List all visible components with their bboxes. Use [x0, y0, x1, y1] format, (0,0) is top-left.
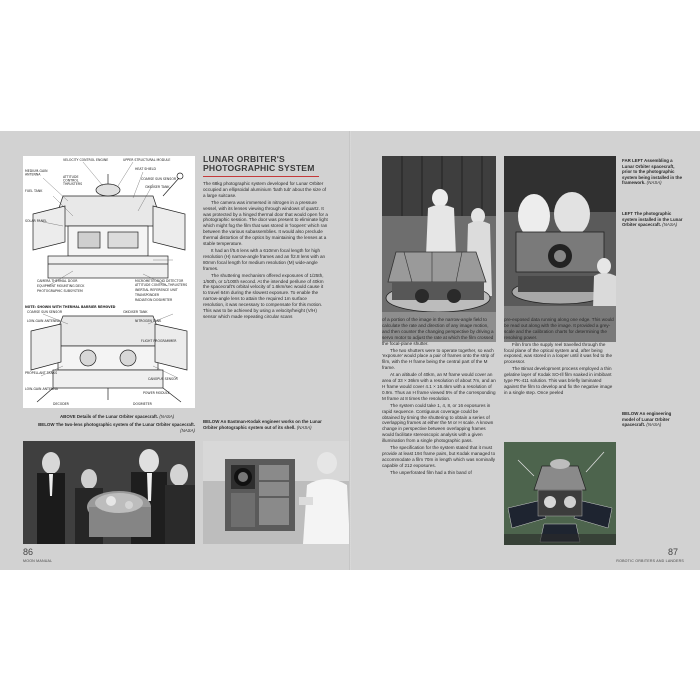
svg-text:NITROGEN TANK: NITROGEN TANK — [135, 319, 162, 323]
svg-text:CONTROL: CONTROL — [63, 178, 79, 183]
caption-label: BELOW — [203, 419, 220, 424]
caption-credit: (NASA) — [158, 414, 175, 419]
kodak-engineer-photo — [203, 441, 350, 544]
svg-text:ANTENNA: ANTENNA — [25, 172, 41, 177]
svg-text:POWER MODULE: POWER MODULE — [143, 391, 170, 395]
caption-text: An Eastman-Kodak engineer works on the Lunar Orbiter photographic system out of its shell. — [203, 419, 322, 430]
svg-text:ATTITUDE: ATTITUDE — [63, 175, 79, 179]
engineers-photo — [23, 441, 195, 544]
svg-text:COARSE SUN SENSOR: COARSE SUN SENSOR — [141, 177, 177, 181]
svg-text:OXIDISER TANK: OXIDISER TANK — [123, 310, 148, 314]
svg-text:RADIATION DOSIMETER: RADIATION DOSIMETER — [135, 298, 173, 302]
article-body-left — [203, 181, 328, 321]
body-paragraph: Film from the supply reel travelled through the focal plane of the optical system and, after being exposed, was stored in a looper until it was fed to the processor. — [504, 341, 613, 365]
body-paragraph: At an altitude of 40km, an M frame would cover an area of 33 × 36km with a resolution of about 7m, and an H frame would cover 4.1 × 16.4km with a resolution of 0.9m. Thus an H frame viewed 5% of the corresponding M frame at 8 times the resolution. — [382, 372, 496, 401]
svg-text:EQUIPMENT MOUNTING DECK: EQUIPMENT MOUNTING DECK — [37, 284, 85, 288]
section-heading-line1: LUNAR ORBITER'S — [203, 154, 285, 164]
caption-left — [622, 211, 684, 228]
caption-credit: (NASA) — [645, 422, 662, 428]
installed-system-photo-image — [504, 156, 616, 342]
caption-credit: (NASA) — [645, 180, 662, 186]
left-page — [0, 131, 350, 570]
body-paragraph: pre-exposed data running along one edge. This would be read out along with the image. It provided a grey-scale and the calibration charts for determining the resolving power. — [504, 317, 614, 340]
svg-text:PROPELLANT TANKS: PROPELLANT TANKS — [25, 371, 58, 375]
caption-credit: (NASA) — [295, 424, 312, 430]
svg-text:ATTITUDE CONTROL THRUSTERS: ATTITUDE CONTROL THRUSTERS — [135, 283, 188, 287]
svg-text:COARSE SUN SENSOR: COARSE SUN SENSOR — [27, 310, 63, 314]
page-number-right: 87 — [668, 547, 679, 557]
body-paragraph: of a portion of the image in the narrow-angle field to calculate the rate and direction of any image motion, and then counter the changing perspective by driving a servo motor to adjust the rate at which the film crossed the focal-plane shutter. — [382, 317, 494, 346]
caption-credit: (NASA) — [661, 222, 678, 228]
svg-text:PHOTOGRAPHIC SUBSYSTEM: PHOTOGRAPHIC SUBSYSTEM — [37, 289, 83, 293]
assembling-photo-image — [382, 156, 496, 342]
caption-text: Assembling a Lunar Orbiter spacecraft, prior to the photographic system being installed in the framework. — [622, 158, 683, 186]
caption-label: FAR LEFT — [622, 158, 643, 163]
svg-text:FLIGHT PROGRAMMER: FLIGHT PROGRAMMER — [141, 339, 177, 343]
body-paragraph: The 68kg photographic system developed for Lunar Orbiter occupied an ellipsoidal aluminium 'bath tub' about the size of a large suitcase. — [203, 181, 327, 198]
svg-text:MICROMETEOROID DETECTOR: MICROMETEOROID DETECTOR — [135, 279, 184, 283]
caption-text: The photographic system installed in the Lunar Orbiter spacecraft. — [622, 211, 683, 228]
svg-text:LOW-GAIN ANTENNA: LOW-GAIN ANTENNA — [25, 387, 58, 391]
spacecraft-diagram — [23, 156, 195, 408]
section-heading-line2: PHOTOGRAPHIC SYSTEM — [203, 163, 315, 174]
caption-below — [622, 411, 684, 428]
diagram-note: NOTE: SHOWN WITH THERMAL BARRIER REMOVED — [25, 305, 116, 309]
svg-text:HEAT SHIELD: HEAT SHIELD — [135, 167, 156, 171]
caption-label: ABOVE — [60, 414, 76, 419]
engineering-model-photo-image — [504, 442, 616, 545]
caption-text: The two-lens photographic system of the Lunar Orbiter spacecraft. — [54, 422, 195, 427]
caption-above — [60, 414, 200, 420]
svg-text:SOLAR PANEL: SOLAR PANEL — [25, 219, 47, 223]
body-paragraph: The camera was immersed in nitrogen in a pressure vessel, with its lenses viewing through windows of quartz. It was protected by a hinged thermal door that would open for a photographic session. The door was present to eliminate light which might fog the film that was stored in 'loopers' which ran between the various subassemblies. It would also preclude thermal distortion of the optics by maintaining the lenses at a stable temperature. — [203, 199, 328, 247]
running-footer-right: ROBOTIC ORBITERS AND LANDERS — [616, 559, 684, 563]
body-paragraph: The specification for the system stated that it must provide at least 194 frame pairs, but Kodak managed to accommodate a film 70m in length which was nominally capable of 212 exposures. — [382, 445, 496, 468]
body-paragraph: The unperforated film had a thin band of — [390, 469, 472, 475]
svg-text:INERTIAL REFERENCE UNIT: INERTIAL REFERENCE UNIT — [135, 288, 178, 292]
svg-text:THRUSTERS: THRUSTERS — [63, 182, 83, 186]
body-paragraph: It had an f/5.6 lens with a 610mm focal length for high resolution (H) narrow-angle frames and an f/2.8 lens with an 80mm focal length for medium resolution (M) wide-angle frames. — [203, 247, 326, 271]
assembling-photo — [382, 156, 496, 342]
svg-text:OXIDISER TANK: OXIDISER TANK — [145, 185, 170, 189]
kodak-engineer-photo-image — [203, 441, 350, 544]
magazine-spread — [0, 131, 700, 570]
spacecraft-diagram-drawing — [23, 156, 195, 408]
svg-text:CAMERA THERMAL DOOR: CAMERA THERMAL DOOR — [37, 279, 78, 283]
caption-below-left — [23, 422, 195, 433]
article-body-col2 — [504, 317, 616, 397]
caption-below-right — [203, 419, 333, 430]
caption-text: An engineering model of Lunar Orbiter spacecraft. — [622, 411, 672, 428]
caption-label: LEFT — [622, 211, 633, 216]
caption-label: BELOW — [622, 411, 639, 416]
body-paragraph: The two shutters were to operate together, so each 'exposure' would place a pair of frames onto the strip of film, with the H frame being the central part of the M frame. — [382, 347, 495, 371]
svg-text:CANOPUS SENSOR: CANOPUS SENSOR — [148, 377, 178, 381]
section-heading — [203, 155, 343, 173]
caption-text: Details of the Lunar Orbiter spacecraft. — [75, 414, 159, 419]
caption-far-left — [622, 158, 684, 186]
svg-text:LOW-GAIN ANTENNA: LOW-GAIN ANTENNA — [27, 319, 60, 323]
body-paragraph: The shuttering mechanism offered exposures of 1/25th, 1/50th, or 1/100th second. At the intended perilune of 40km the spacecraft's orbital velocity of 1.6km/sec would cause it to travel 64m during the slowest exposure. To enable the narrow-angle lens to attain the required 1m surface resolution, it was necessary to compensate for this motion. This was to be achieved by using a velocity/height (V/H) sensor which made repeating circular scans — [203, 272, 324, 319]
heading-rule — [203, 176, 319, 177]
svg-text:UPPER STRUCTURAL MODULE: UPPER STRUCTURAL MODULE — [123, 158, 171, 162]
installed-system-photo — [504, 156, 616, 342]
body-paragraph: The Bimat development process employed a thin gelatine layer of Kodak SO-Ill film soaked in imbibant type PK-411 solution. This was briefly laminated against the film to develop and fix the negative image in a single step. Once peeled — [504, 366, 613, 395]
svg-text:VELOCITY CONTROL ENGINE: VELOCITY CONTROL ENGINE — [63, 158, 109, 162]
svg-text:DOSIMETER: DOSIMETER — [133, 402, 152, 406]
caption-label: BELOW — [38, 422, 55, 427]
article-body-col1 — [382, 317, 496, 477]
svg-text:FUEL TANK: FUEL TANK — [25, 189, 43, 193]
svg-text:DECODER: DECODER — [53, 402, 69, 406]
page-number-left: 86 — [23, 547, 34, 557]
engineers-photo-image — [23, 441, 195, 544]
right-page — [350, 131, 700, 570]
caption-credit: (NASA) — [180, 427, 195, 433]
running-footer-left: MOON MANUAL — [23, 559, 53, 563]
engineering-model-photo — [504, 442, 616, 545]
svg-text:TRANSPONDER: TRANSPONDER — [135, 293, 160, 297]
svg-text:MEDIUM-GAIN: MEDIUM-GAIN — [25, 169, 48, 173]
body-paragraph: The system could take 1, 4, 8, or 16 exposures in rapid sequence. Contiguous coverage could be obtained by timing the shuttering to obtain a series of overlapping frames at either the M or H scale. A known change in perspective between overlapping frames would facilitate stereoscopic analysis with a given illumination from a single photographic pass. — [382, 402, 494, 444]
